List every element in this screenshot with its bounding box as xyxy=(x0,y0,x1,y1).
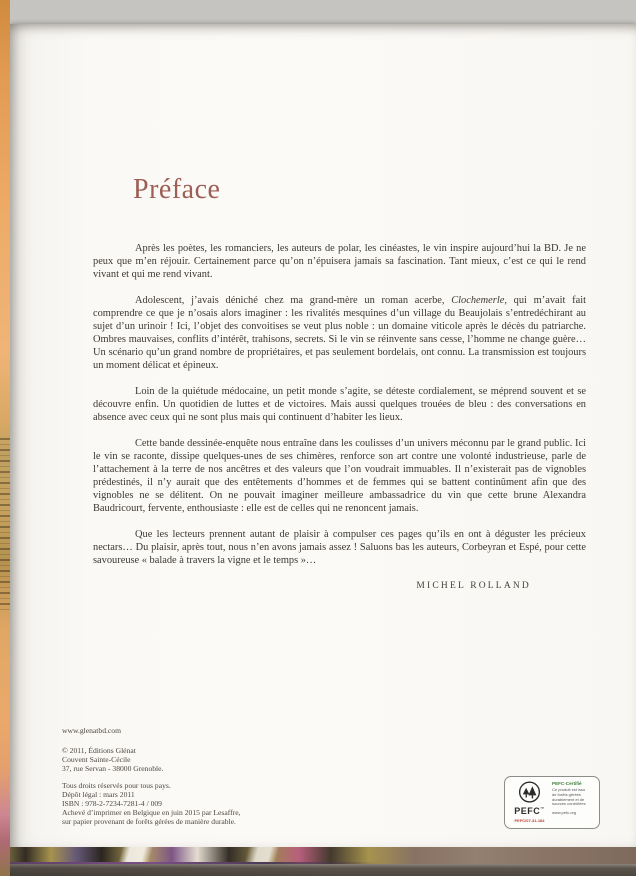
preface-paragraph: Loin de la quiétude médocaine, un petit monde s’agite, se déteste cordialement, se méprend souvent et se découvre enfin. Un quotidien de luttes et de victoires. Mais aussi quelques trouées de bleu : des conversations en absence avec ceux qui ne sont plus mais qui continuent d’habiter les lieux. xyxy=(93,386,586,423)
pefc-logo-column xyxy=(511,781,548,826)
pefc-name-text: PEFC xyxy=(514,806,541,816)
book-page xyxy=(10,24,636,847)
preface-paragraph: Après les poètes, les romanciers, les auteurs de polar, les cinéastes, le vin inspire aujourd’hui la BD. Je ne peux que m’en réjouir. Certainement parce qu’on n’épuisera jamais sa fascination. Tant mieux, c’est ce qui le rend vivant et qui me rend vivant. xyxy=(93,243,586,280)
left-page-edge-art xyxy=(0,0,10,876)
paragraph-text: , qui m’avait fait comprendre ce que je n’osais alors imaginer : les rivalités mesquines d’un village du Beaujolais s’entredéchirant au sujet d’un urinoir ! Ici, l’objet des convoitises se veut plus noble : un domaine viticole après le décès du patriarche. Ombres mauvaises, conflits d’intérêt, trahisons, secrets. Si le vin se réinvente sans cesse, l’homme ne change guère… Un scénario qu’un grand nombre de propriétaires, et pas seulement bordelais, ont connu. La transmission est toujours un moment délicat et épineux. xyxy=(93,295,586,371)
preface-paragraph: Cette bande dessinée-enquête nous entraîne dans les coulisses d’un univers méconnu par le grand public. Ici le vin se raconte, dissipe quelques-unes de ses chimères, renforce son art contre une volonté industrieuse, parle de l’attachement à la terre de nos ancêtres et des valeurs que l’on voudrait immuables. Il n’existerait pas de vignobles prédestinés, il n’y aurait que des entêtements d’hommes et de femmes qui se battent continûment afin que des vignobles ne se délitent. On ne pouvait imaginer meilleure ambassadrice du vin que cette brune Alexandra Baudricourt, fervente, enthousiaste : elle est de celles qui ne renoncent jamais. xyxy=(93,438,586,514)
pefc-certification-badge xyxy=(504,776,600,829)
page-title: Préface xyxy=(133,174,221,205)
pefc-description-line: de forêts gérées xyxy=(552,791,581,797)
imprint-line: © 2011, Éditions Glénat xyxy=(62,746,136,755)
imprint-line: sur papier provenant de forêts gérées de manière durable. xyxy=(62,817,236,826)
book-title-italic: Clochemerle xyxy=(451,295,505,306)
imprint-line: Achevé d’imprimer en Belgique en juin 2015 par Lesaffre, xyxy=(62,808,241,817)
pefc-wordmark xyxy=(514,804,545,816)
pefc-certified-label: PEFC-Certifié xyxy=(552,781,582,786)
pefc-description-line: sources contrôlées xyxy=(552,801,586,807)
imprint-line: Dépôt légal : mars 2011 xyxy=(62,790,135,799)
pefc-text-column xyxy=(548,781,595,826)
pefc-url: www.pefc.org xyxy=(552,810,577,816)
publisher-website: www.glenatbd.com xyxy=(62,726,121,735)
imprint-block xyxy=(62,726,240,834)
imprint-legal xyxy=(62,781,240,826)
preface-text xyxy=(93,242,586,593)
imprint-line: 37, rue Servan - 38000 Grenoble. xyxy=(62,764,164,773)
pefc-description-line: Ce produit est issu xyxy=(552,787,586,792)
pefc-tm-mark: ™ xyxy=(540,806,545,811)
imprint-line: ISBN : 978-2-7234-7281-4 / 009 xyxy=(62,799,162,808)
imprint-line: Couvent Sainte-Cécile xyxy=(62,755,131,764)
scan-bottom-strip xyxy=(0,864,636,876)
pefc-trees-icon xyxy=(518,781,541,804)
imprint-address xyxy=(62,746,240,773)
preface-paragraph xyxy=(93,294,586,372)
paragraph-text: Adolescent, j’avais déniché chez ma grand-mère un roman acerbe, xyxy=(135,295,452,306)
pefc-cert-number: PEFC/07-31-184 xyxy=(514,817,545,823)
preface-paragraph: Que les lecteurs prennent autant de plaisir à compulser ces pages qu’ils en ont à déguster les précieux nectars… Du plaisir, après tout, nous n’en avons jamais assez ! Saluons bas les auteurs, Corbeyran et Espé, pour cette savoureuse « balade à travers la vigne et le temps »… xyxy=(93,529,586,566)
imprint-line: Tous droits réservés pour tous pays. xyxy=(62,781,171,790)
author-signature: MICHEL ROLLAND xyxy=(416,581,531,591)
bottom-page-edge-art xyxy=(0,847,636,864)
pefc-description xyxy=(552,788,595,807)
pefc-description-line: durablement et de xyxy=(552,796,585,802)
